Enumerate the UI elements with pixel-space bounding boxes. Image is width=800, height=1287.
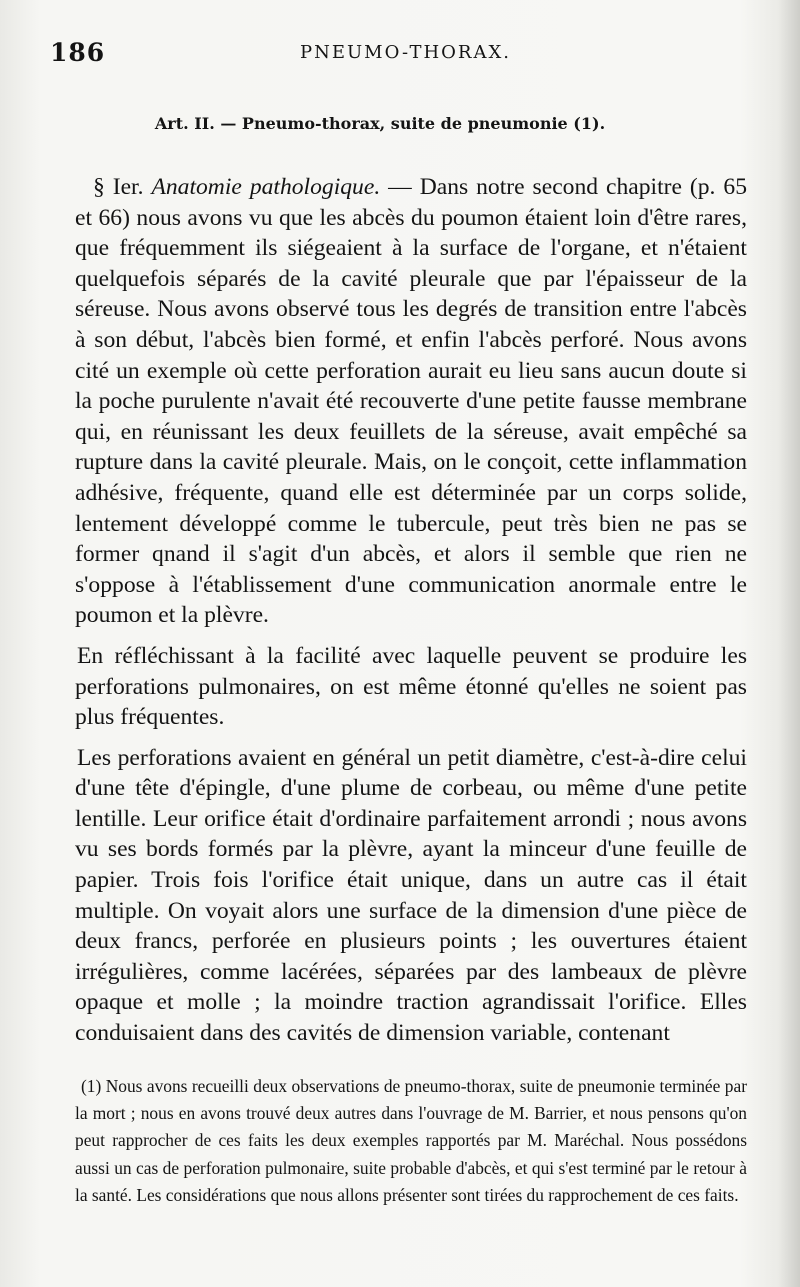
- paragraph-3: Les perforations avaient en général un petit diamètre, c'est-à-dire celui d'une tête d'épingle, d'une plume de corbeau, ou même d'une petite lentille. Leur orifice était d'ordinaire parfaitement arrondi ; nous avons vu ses bords formés par la plèvre, ayant la minceur d'une feuille de papier. Trois fois l'orifice était unique, dans un autre cas il était multiple. On voyait alors une surface de la dimension d'une pièce de deux francs, perforée en plusieurs points ; les ouvertures étaient irrégulières, comme lacérées, séparées par des lambeaux de plèvre opaque et molle ; la moindre traction agrandissait l'orifice. Elles conduisaient dans des cavités de dimension variable, contenant: [75, 744, 747, 1047]
- footnote-text: Nous avons recueilli deux observations de pneumo-thorax, suite de pneumonie terminée par la mort ; nous en avons trouvé deux autres dans l'ouvrage de M. Barrier, et nous pensons qu'on peut rapprocher de ces faits les deux exemples rapportés par M. Maréchal. Nous possédons aussi un cas de perforation pulmonaire, suite probable d'abcès, et qui s'est terminé par le retour à la santé. Les considérations que nous allons présenter sont tirées du rapprochement de ces faits.: [75, 1076, 747, 1205]
- paragraph-1: [75, 172, 747, 631]
- page-number: 186: [50, 38, 106, 67]
- footnotes: [75, 1073, 747, 1209]
- running-head: [50, 38, 750, 72]
- footnote-1: [75, 1073, 747, 1209]
- page-edge-shadow: [778, 0, 800, 1287]
- section-mark: § Ier.: [93, 174, 144, 200]
- article-heading: Art. II. — Pneumo-thorax, suite de pneumonie (1).: [154, 114, 606, 133]
- footnote-marker: (1): [81, 1076, 102, 1096]
- paragraph-2: En réfléchissant à la facilité avec laquelle peuvent se produire les perforations pulmonaires, on est même étonné qu'elles ne soient pas plus fréquentes.: [75, 642, 747, 731]
- paragraph-1-text: — Dans notre second chapitre (p. 65 et 66) nous avons vu que les abcès du poumon étaient loin d'être rares, que fréquemment ils siégeaient à la surface de l'organe, et n'étaient quelquefois séparés de la cavité pleurale que par l'épaisseur de la séreuse. Nous avons observé tous les degrés de transition entre l'abcès à son début, l'abcès bien formé, et enfin l'abcès perforé. Nous avons cité un exemple où cette perforation aurait eu lieu sans aucun doute si la poche purulente n'avait été recouverte d'une petite fausse membrane qui, en réunissant les deux feuillets de la séreuse, avait empêché sa rupture dans la cavité pleurale. Mais, on le conçoit, cette inflammation adhésive, fréquente, quand elle est déterminée par un corps solide, lentement développé comme le tubercule, peut très bien ne pas se former qnand il s'agit d'un abcès, et alors il semble que rien ne s'oppose à l'établissement d'une communication anormale entre le poumon et la plèvre.: [75, 174, 747, 629]
- running-title: PNEUMO-THORAX.: [300, 42, 512, 63]
- body-text: [75, 172, 747, 1049]
- section-title: Anatomie pathologique.: [151, 174, 381, 200]
